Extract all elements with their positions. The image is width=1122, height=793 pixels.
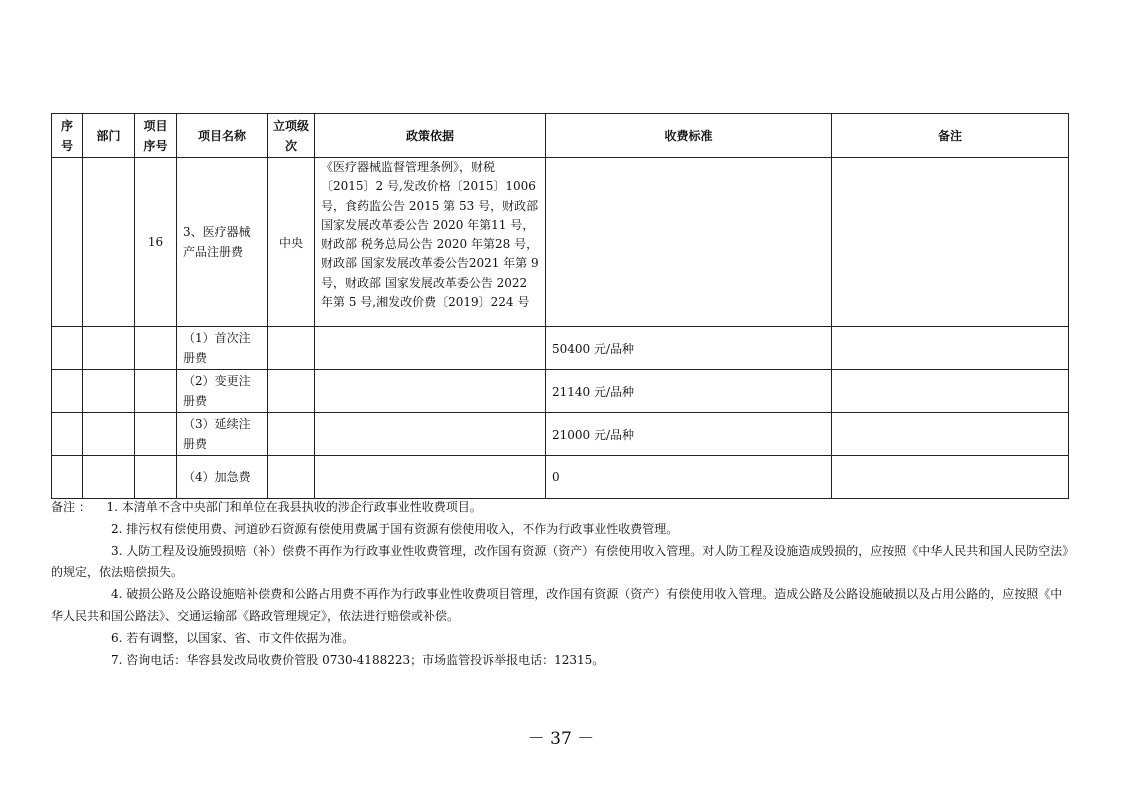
cell-remark (832, 158, 1069, 327)
cell-dept (83, 456, 135, 499)
table-row (52, 413, 1069, 456)
cell-fee-standard: 21140 元/品种 (546, 370, 832, 413)
cell-policy-basis (315, 456, 546, 499)
table-row (52, 327, 1069, 370)
cell-policy-basis (315, 370, 546, 413)
cell-fee-standard: 21000 元/品种 (546, 413, 832, 456)
note-item: 7. 咨询电话：华容县发改局收费价管股 0730-4188223；市场监管投诉举报电话：12315。 (111, 652, 605, 667)
cell-item-name: （1）首次注册费 (177, 327, 268, 370)
note-item: 6. 若有调整，以国家、省、市文件依据为准。 (111, 630, 355, 645)
header-fee-standard: 收费标准 (546, 114, 832, 158)
cell-fee-standard (546, 158, 832, 327)
cell-policy-basis (315, 413, 546, 456)
cell-item-no (135, 456, 177, 499)
cell-seq (52, 456, 83, 499)
cell-seq (52, 158, 83, 327)
header-remark: 备注 (832, 114, 1069, 158)
cell-remark (832, 327, 1069, 370)
cell-remark (832, 456, 1069, 499)
cell-policy-basis: 《医疗器械监督管理条例》，财税〔2015〕2 号,发改价格〔2015〕1006 号，食药监公告 2015 第 53 号，财政部 国家发展改革委公告 2020 年第11 号，财政部 税务总局公告 2020 年第28 号，财政部 国家发展改革委公告2021 年第 9 号，财政部 国家发展改革委公告 2022 年第 5 号,湘发改价费〔2019〕224 号 (315, 158, 546, 327)
note-text: 1. 本清单不含中央部门和单位在我县执收的涉企行政事业性收费项目。 (106, 500, 482, 514)
cell-level (268, 456, 315, 499)
notes-section (51, 497, 1071, 671)
cell-item-no (135, 370, 177, 413)
page-number: － 37 － (527, 729, 595, 749)
cell-item-name: （4）加急费 (177, 456, 268, 499)
cell-level (268, 370, 315, 413)
cell-seq (52, 370, 83, 413)
cell-level (268, 327, 315, 370)
cell-remark (832, 413, 1069, 456)
cell-level: 中央 (268, 158, 315, 327)
cell-item-name: （3）延续注册费 (177, 413, 268, 456)
cell-dept (83, 413, 135, 456)
cell-dept (83, 327, 135, 370)
cell-remark (832, 370, 1069, 413)
header-policy-basis: 政策依据 (315, 114, 546, 158)
cell-dept (83, 370, 135, 413)
cell-seq (52, 413, 83, 456)
note-item: 3. 人防工程及设施毁损赔（补）偿费不再作为行政事业性收费管理，改作国有资源（资产）有偿使用收入管理。对人防工程及设施造成毁损的，应按照《中华人民共和国人民防空法》的规定，依法赔偿损失。 (51, 543, 1069, 580)
cell-item-no (135, 413, 177, 456)
cell-item-no (135, 327, 177, 370)
cell-fee-standard: 0 (546, 456, 832, 499)
header-dept: 部门 (83, 114, 135, 158)
cell-item-no: 16 (135, 158, 177, 327)
table-row (52, 456, 1069, 499)
cell-item-name: （2）变更注册费 (177, 370, 268, 413)
cell-seq (52, 327, 83, 370)
table-row (52, 158, 1069, 327)
table-header-row (52, 114, 1069, 158)
header-level: 立项级次 (268, 114, 315, 158)
cell-item-name: 3、医疗器械产品注册费 (177, 158, 268, 327)
table-row (52, 370, 1069, 413)
fee-table (51, 113, 1069, 499)
note-item: 4. 破损公路及公路设施赔补偿费和公路占用费不再作为行政事业性收费项目管理，改作国有资源（资产）有偿使用收入管理。造成公路及公路设施破损以及占用公路的，应按照《中华人民共和国公路法》、交通运输部《路政管理规定》，依法进行赔偿或补偿。 (51, 587, 1063, 623)
cell-dept (83, 158, 135, 327)
cell-fee-standard: 50400 元/品种 (546, 327, 832, 370)
note-item (51, 497, 1071, 519)
header-item-name: 项目名称 (177, 114, 268, 158)
cell-policy-basis (315, 327, 546, 370)
cell-level (268, 413, 315, 456)
note-item: 2. 排污权有偿使用费、河道砂石资源有偿使用费属于国有资源有偿使用收入，不作为行政事业性收费管理。 (111, 521, 679, 536)
header-item-no: 项目序号 (135, 114, 177, 158)
notes-label: 备注 ： (51, 500, 91, 514)
header-seq: 序号 (52, 114, 83, 158)
